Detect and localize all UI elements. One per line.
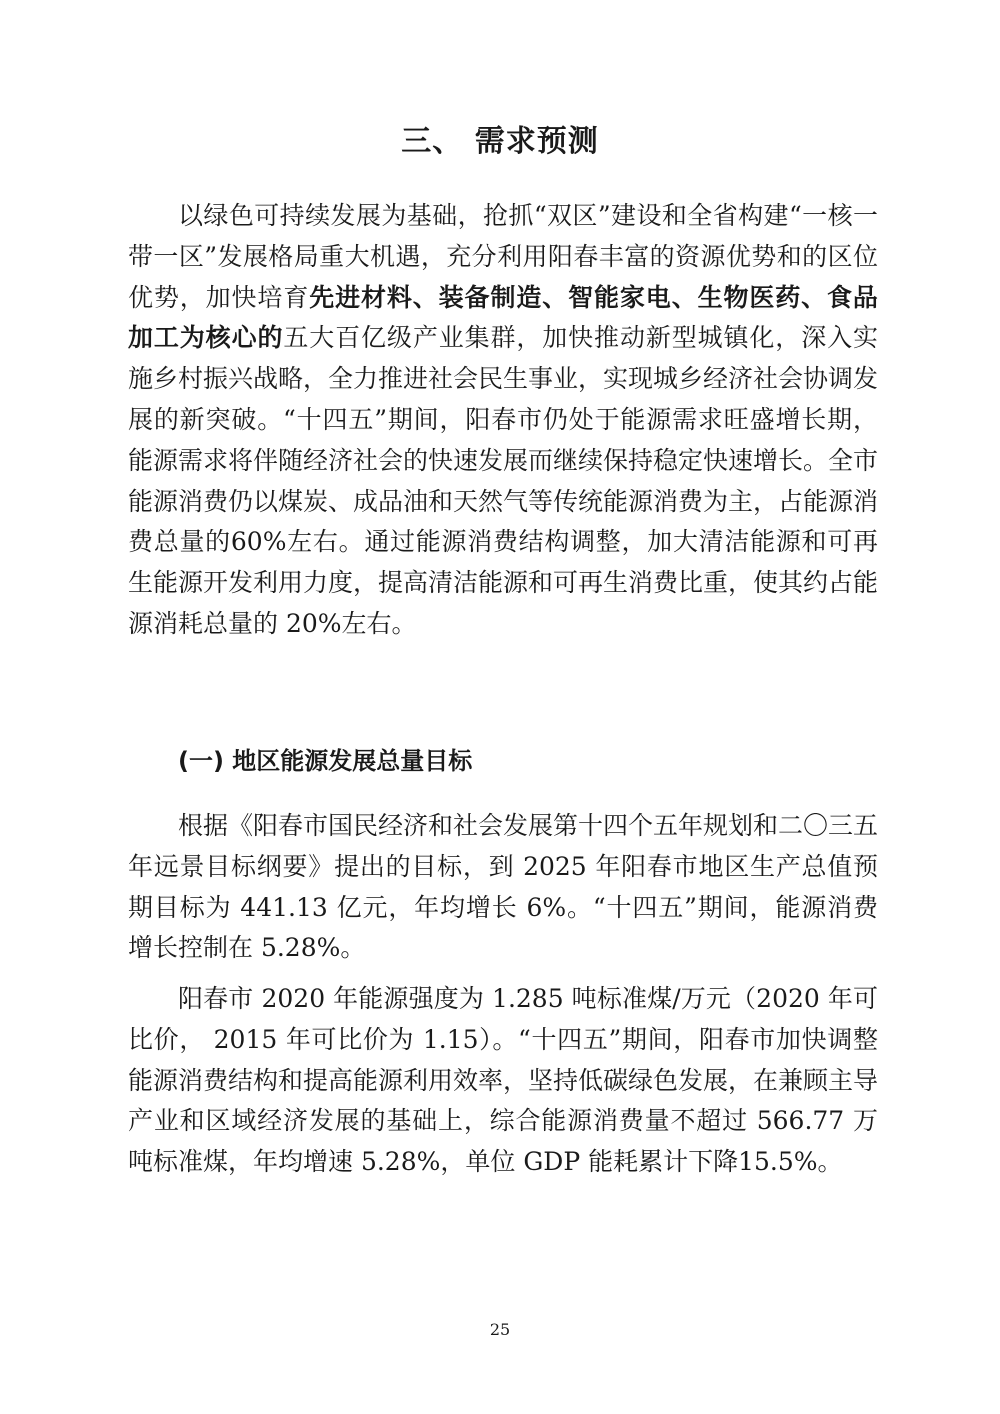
paragraph-gdp-target: 根据《阳春市国民经济和社会发展第十四个五年规划和二〇三五年远景目标纲要》提出的目标，到 2025 年阳春市地区生产总值预期目标为 441.13 亿元，年均增长 6%。“十四五”期间，能源消费增长控制在 5.28%。: [128, 811, 879, 963]
paragraph-text: 以绿色可持续发展为基础，抢抓“双区”建设和全省构建“一核一带一区”发展格局重大机遇，充分利用阳春丰富的资源优势和的区位优势，加快培育: [128, 201, 878, 312]
paragraph-demand-forecast: [128, 196, 878, 645]
paragraph-energy-intensity: 阳春市 2020 年能源强度为 1.285 吨标准煤/万元（2020 年可比价， 2015 年可比价为 1.15）。“十四五”期间，阳春市加快调整能源消费结构和提高能源利用效率，坚持低碳绿色发展，在兼顾主导产业和区域经济发展的基础上，综合能源消费量不超过 566.77 万吨标准煤，年均增速 5.28%，单位 GDP 能耗累计下降15.5%。: [128, 984, 879, 1177]
bold-industry-smart-appliances: 智能家电: [568, 282, 672, 312]
bold-separator: 、: [412, 282, 439, 312]
section-heading: 三、 需求预测: [401, 124, 599, 159]
bold-industry-food-processing: 食品加工为核心的: [128, 282, 878, 353]
page-number: 25: [489, 1320, 511, 1339]
bold-industry-biomedicine: 生物医药: [697, 282, 802, 312]
subsection-heading: (一) 地区能源发展总量目标: [178, 747, 473, 775]
bold-industry-advanced-materials: 先进材料: [309, 282, 413, 312]
bold-industry-equipment-manufacturing: 装备制造: [438, 282, 543, 312]
bold-separator: 、: [542, 282, 569, 312]
bold-separator: 、: [671, 282, 698, 312]
bold-separator: 、: [801, 282, 828, 312]
paragraph-text: 五大百亿级产业集群，加快推动新型城镇化，深入实施乡村振兴战略，全力推进社会民生事业，实现城乡经济社会协调发展的新突破。“十四五”期间，阳春市仍处于能源需求旺盛增长期，能源需求将伴随经济社会的快速发展而继续保持稳定快速增长。全市能源消费仍以煤炭、成品油和天然气等传统能源消费为主，占能源消费总量的60%左右。通过能源消费结构调整，加大清洁能源和可再生能源开发利用力度，提高清洁能源和可再生消费比重，使其约占能源消耗总量的 20%左右。: [128, 323, 879, 638]
